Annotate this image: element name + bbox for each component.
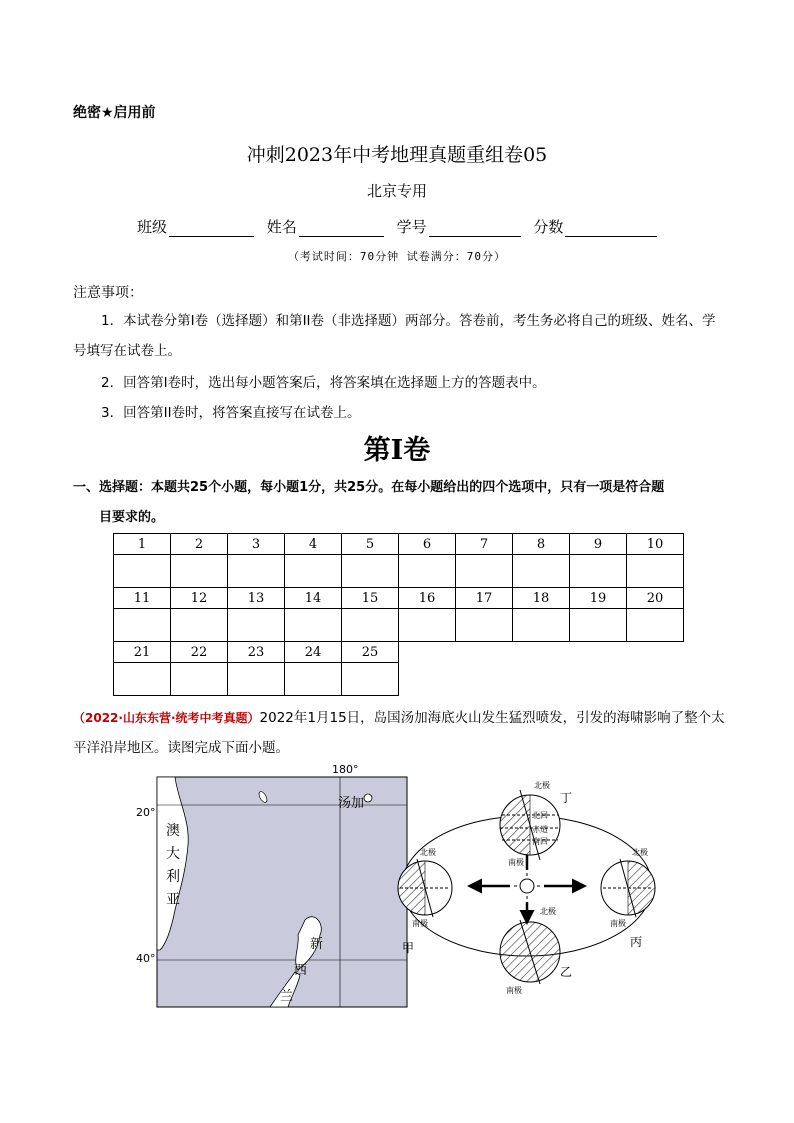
north-pole-label: 北极 — [534, 781, 550, 790]
south-pole-label: 南极 — [610, 919, 626, 928]
answer-table — [113, 533, 684, 696]
australia-label: 澳 — [166, 823, 180, 839]
q-number: 12 — [171, 588, 228, 609]
class-field: 班级 — [137, 216, 254, 237]
earth-position-yi — [500, 906, 572, 995]
name-field: 姓名 — [267, 216, 384, 237]
answer-cell[interactable] — [456, 609, 513, 642]
answer-cell[interactable] — [456, 555, 513, 588]
id-field: 学号 — [397, 216, 521, 237]
question-source: （2022·山东东营·统考中考真题） — [73, 711, 260, 725]
position-label-jia: 甲 — [402, 941, 415, 955]
q-number: 10 — [627, 534, 684, 555]
figure-area — [120, 760, 680, 1014]
nz-label: 新 — [310, 937, 324, 952]
answer-cell[interactable] — [399, 609, 456, 642]
answer-cell[interactable] — [627, 555, 684, 588]
answer-cell[interactable] — [114, 663, 171, 696]
q-number: 7 — [456, 534, 513, 555]
q-number: 20 — [627, 588, 684, 609]
notice-item-3: 3．回答第II卷时，将答案直接写在试卷上。 — [101, 405, 361, 421]
tropic-south-label: 南回 — [532, 837, 548, 846]
answer-cell[interactable] — [171, 609, 228, 642]
q-number: 23 — [228, 642, 285, 663]
q-number: 16 — [399, 588, 456, 609]
answer-cell[interactable] — [285, 609, 342, 642]
answer-cell[interactable] — [513, 555, 570, 588]
answer-row — [114, 609, 684, 642]
volume-title: 第I卷 — [363, 435, 431, 466]
position-label-bing: 丙 — [630, 935, 643, 949]
score-blank[interactable] — [565, 222, 657, 237]
section-instructions: 一、选择题：本题共25个小题，每小题1分，共25分。在每小题给出的四个选项中，只有一项是符合题 目要求的。 — [73, 480, 665, 525]
south-pole-label: 南极 — [508, 858, 524, 867]
north-pole-label: 北极 — [632, 848, 648, 857]
south-pole-label: 南极 — [412, 919, 428, 928]
tonga-marker — [364, 794, 372, 802]
notice-title: 注意事项： — [73, 285, 143, 301]
q-number: 1 — [114, 534, 171, 555]
tropic-north-label: 北回 — [532, 811, 548, 820]
answer-cell[interactable] — [114, 555, 171, 588]
q-number: 21 — [114, 642, 171, 663]
q-number: 5 — [342, 534, 399, 555]
answer-cell[interactable] — [342, 555, 399, 588]
answer-row — [114, 663, 684, 696]
score-field: 分数 — [533, 216, 657, 237]
q-number: 13 — [228, 588, 285, 609]
class-blank[interactable] — [169, 222, 254, 237]
equator-label: 赤道 — [532, 825, 548, 834]
lat-20-label: 20° — [136, 806, 156, 819]
nz-label: 兰 — [280, 989, 294, 1004]
answer-cell[interactable] — [570, 555, 627, 588]
earth-position-ding — [500, 780, 572, 867]
answer-cell[interactable] — [342, 609, 399, 642]
id-blank[interactable] — [429, 222, 521, 237]
lon-180-label: 180° — [332, 763, 359, 776]
q-number: 22 — [171, 642, 228, 663]
exam-title: 冲刺2023年中考地理真题重组卷05 — [246, 144, 548, 166]
answer-cell[interactable] — [171, 663, 228, 696]
sun-rays — [514, 873, 540, 899]
secret-label: 绝密★启用前 — [73, 105, 156, 121]
tonga-label: 汤加 — [338, 796, 365, 811]
notice-item-1: 1．本试卷分第I卷（选择题）和第II卷（非选择题）两部分。答卷前，考生务必将自己的班级、姓名、学号填写在试卷上。 — [73, 313, 716, 359]
south-pole-label: 南极 — [506, 986, 522, 995]
answer-cell[interactable] — [228, 609, 285, 642]
lat-40-label: 40° — [136, 952, 156, 965]
q-number: 2 — [171, 534, 228, 555]
exam-time-note: （考试时间：70分钟 试卷满分：70分） — [287, 250, 507, 263]
answer-cell[interactable] — [399, 555, 456, 588]
q-number: 14 — [285, 588, 342, 609]
answer-cell[interactable] — [627, 609, 684, 642]
answer-table-header-row — [114, 642, 684, 663]
q-number: 18 — [513, 588, 570, 609]
position-label-ding: 丁 — [560, 791, 573, 805]
answer-cell[interactable] — [513, 609, 570, 642]
q-number: 8 — [513, 534, 570, 555]
north-pole-label: 北极 — [540, 907, 556, 916]
position-label-yi: 乙 — [560, 965, 573, 979]
q-number: 11 — [114, 588, 171, 609]
exam-subtitle: 北京专用 — [366, 182, 427, 200]
answer-cell[interactable] — [285, 663, 342, 696]
q-number: 6 — [399, 534, 456, 555]
north-pole-label: 北极 — [420, 848, 436, 857]
answer-cell[interactable] — [114, 609, 171, 642]
answer-cell[interactable] — [285, 555, 342, 588]
geography-figure — [120, 760, 680, 1010]
q-number: 25 — [342, 642, 399, 663]
australia-label: 亚 — [166, 892, 180, 908]
question-passage: （2022·山东东营·统考中考真题）2022年1月15日，岛国汤加海底火山发生猛烈喷发，引发的海啸影响了整个太平洋沿岸地区。读图完成下面小题。 — [73, 710, 725, 756]
q-number: 19 — [570, 588, 627, 609]
student-info-row — [137, 216, 665, 237]
ocean-area — [157, 777, 407, 1007]
sun-icon — [520, 879, 534, 893]
notice-item-2: 2．回答第I卷时，选出每小题答案后，将答案填在选择题上方的答题表中。 — [101, 375, 546, 391]
q-number: 4 — [285, 534, 342, 555]
q-number: 17 — [456, 588, 513, 609]
answer-cell[interactable] — [228, 555, 285, 588]
name-blank[interactable] — [299, 222, 384, 237]
answer-row — [114, 555, 684, 588]
q-number: 24 — [285, 642, 342, 663]
answer-cell[interactable] — [570, 609, 627, 642]
answer-cell[interactable] — [342, 663, 399, 696]
answer-table-header-row — [114, 588, 684, 609]
answer-table-header-row — [114, 534, 684, 555]
earth-position-bing — [601, 847, 655, 949]
answer-cell[interactable] — [228, 663, 285, 696]
australia-label: 利 — [166, 869, 180, 885]
q-number: 15 — [342, 588, 399, 609]
answer-cell[interactable] — [171, 555, 228, 588]
australia-label: 大 — [166, 846, 180, 862]
q-number: 9 — [570, 534, 627, 555]
earth-orbit-diagram — [398, 780, 655, 995]
nz-label: 西 — [294, 963, 308, 978]
tonga-map — [136, 763, 407, 1007]
q-number: 3 — [228, 534, 285, 555]
